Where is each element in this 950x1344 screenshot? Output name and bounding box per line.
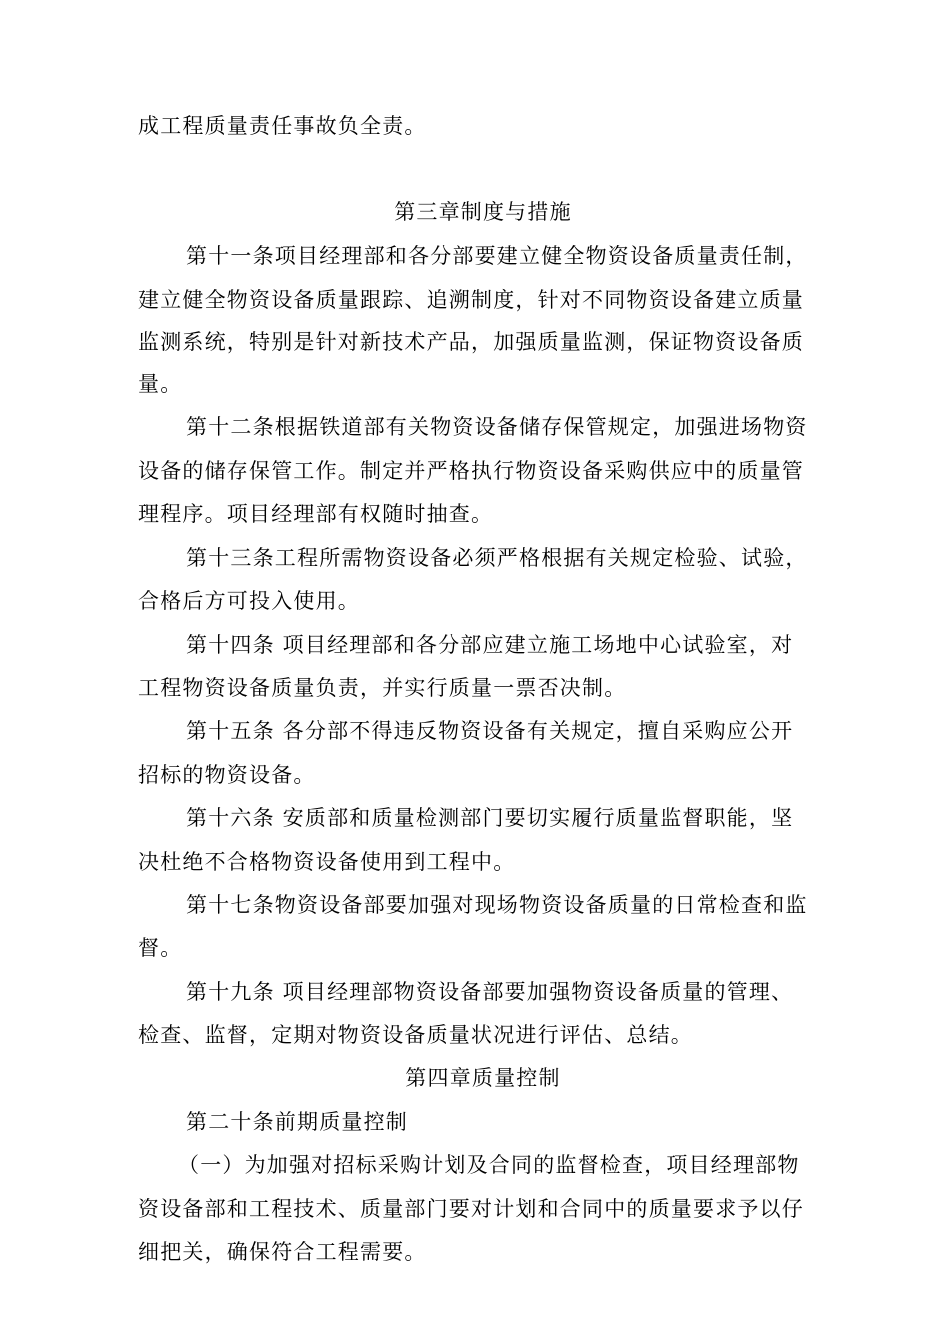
paragraph-line: 第十七条物资设备部要加强对现场物资设备质量的日常检查和监 <box>186 893 808 917</box>
paragraph-line: 第十二条根据铁道部有关物资设备储存保管规定，加强进场物资 <box>186 415 808 439</box>
paragraph-line: 第十一条项目经理部和各分部要建立健全物资设备质量责任制， <box>186 244 808 268</box>
paragraph-line: 第十六条 安质部和质量检测部门要切实履行质量监督职能，坚 <box>186 806 794 830</box>
paragraph-line: 检查、监督，定期对物资设备质量状况进行评估、总结。 <box>138 1023 693 1047</box>
paragraph-line: 招标的物资设备。 <box>138 763 316 787</box>
paragraph-line: （一）为加强对招标采购计划及合同的监督检查，项目经理部物 <box>178 1153 800 1177</box>
paragraph-line: 合格后方可投入使用。 <box>138 589 360 613</box>
paragraph-line: 第二十条前期质量控制 <box>186 1110 408 1134</box>
paragraph-line: 建立健全物资设备质量跟踪、追溯制度，针对不同物资设备建立质量 <box>138 288 804 312</box>
paragraph-line: 理程序。项目经理部有权随时抽查。 <box>138 502 494 526</box>
chapter-heading-4: 第四章质量控制 <box>405 1066 561 1090</box>
paragraph-line: 第十九条 项目经理部物资设备部要加强物资设备质量的管理、 <box>186 980 794 1004</box>
paragraph-line: 细把关，确保符合工程需要。 <box>138 1240 427 1264</box>
paragraph-line: 监测系统，特别是针对新技术产品，加强质量监测，保证物资设备质 <box>138 330 804 354</box>
paragraph-line: 设备的储存保管工作。制定并严格执行物资设备采购供应中的质量管 <box>138 459 804 483</box>
paragraph-line: 量。 <box>138 372 183 396</box>
paragraph-line: 决杜绝不合格物资设备使用到工程中。 <box>138 850 516 874</box>
paragraph-line: 第十三条工程所需物资设备必须严格根据有关规定检验、试验， <box>186 546 808 570</box>
paragraph-line: 督。 <box>138 936 183 960</box>
paragraph-line: 成工程质量责任事故负全责。 <box>138 114 427 138</box>
chapter-heading-3: 第三章制度与措施 <box>394 200 572 224</box>
paragraph-line: 资设备部和工程技术、质量部门要对计划和合同中的质量要求予以仔 <box>138 1197 804 1221</box>
paragraph-line: 第十四条 项目经理部和各分部应建立施工场地中心试验室，对 <box>186 633 794 657</box>
paragraph-line: 第十五条 各分部不得违反物资设备有关规定，擅自采购应公开 <box>186 719 794 743</box>
paragraph-line: 工程物资设备质量负责，并实行质量一票否决制。 <box>138 676 627 700</box>
